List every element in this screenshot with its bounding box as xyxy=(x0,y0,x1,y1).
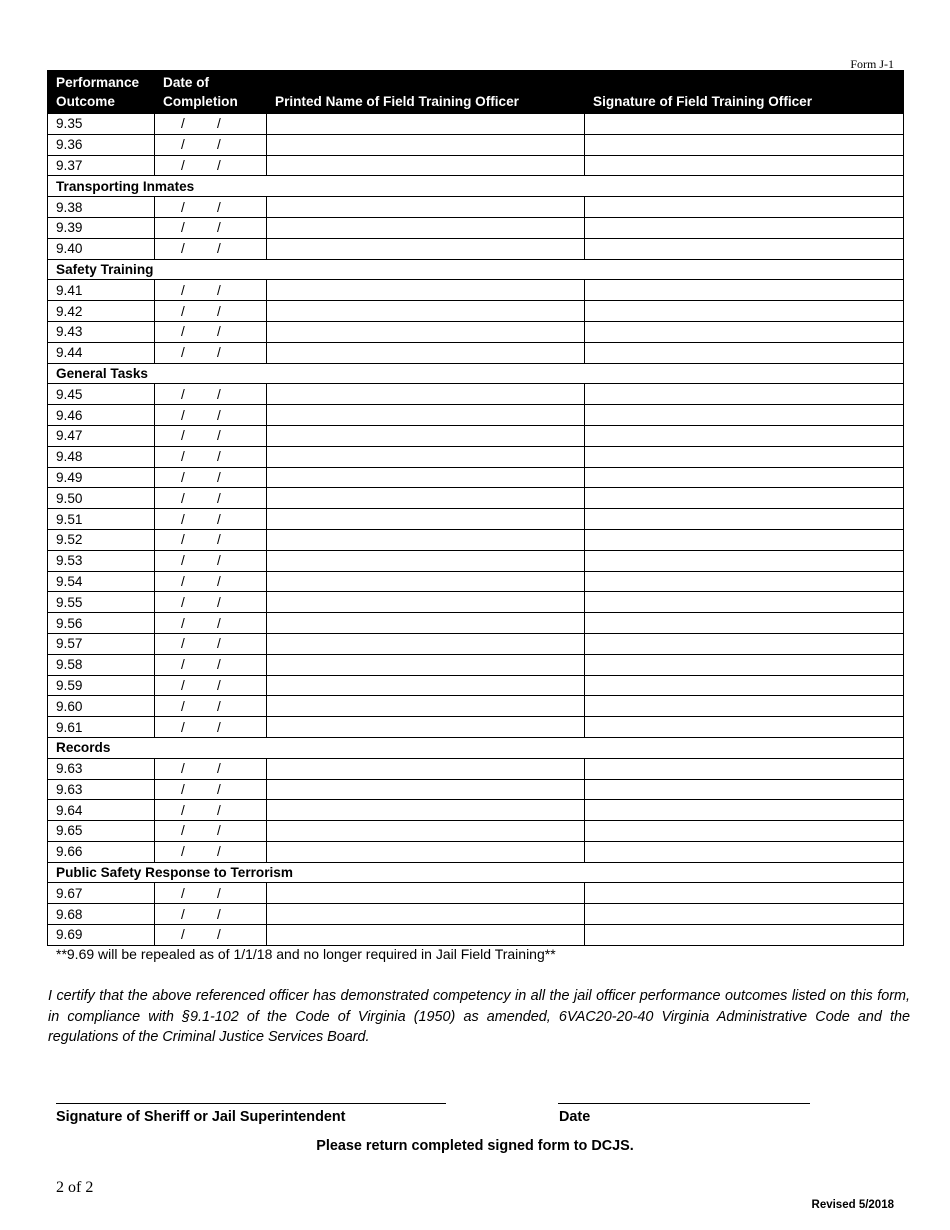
signature-field[interactable] xyxy=(585,717,904,738)
return-instructions: Please return completed signed form to DCJS. xyxy=(316,1138,634,1154)
signature-field[interactable] xyxy=(585,821,904,842)
section-title: General Tasks xyxy=(48,363,904,384)
outcome-number: 9.41 xyxy=(48,280,155,301)
printed-name-field[interactable] xyxy=(267,779,585,800)
outcome-row xyxy=(48,779,904,800)
printed-name-field[interactable] xyxy=(267,592,585,613)
signature-field[interactable] xyxy=(585,925,904,946)
date-slash: / xyxy=(181,386,185,402)
printed-name-field[interactable] xyxy=(267,800,585,821)
outcome-number: 9.63 xyxy=(48,779,155,800)
date-slash: / xyxy=(217,345,221,361)
date-slash: / xyxy=(181,469,185,485)
page-number: 2 of 2 xyxy=(56,1179,94,1196)
outcome-row xyxy=(48,633,904,654)
date-slash: / xyxy=(181,303,185,319)
signature-field[interactable] xyxy=(585,883,904,904)
outcome-number: 9.67 xyxy=(48,883,155,904)
date-slash: / xyxy=(181,885,185,901)
printed-name-field[interactable] xyxy=(267,342,585,363)
outcome-row xyxy=(48,425,904,446)
section-header-row xyxy=(48,737,904,758)
signature-field[interactable] xyxy=(585,405,904,426)
completion-date-field[interactable] xyxy=(155,717,267,738)
signature-field[interactable] xyxy=(585,217,904,238)
signature-field[interactable] xyxy=(585,592,904,613)
printed-name-field[interactable] xyxy=(267,821,585,842)
signature-field[interactable] xyxy=(585,301,904,322)
printed-name-field[interactable] xyxy=(267,384,585,405)
date-slash: / xyxy=(181,199,185,215)
completion-date-field[interactable] xyxy=(155,779,267,800)
outcome-row xyxy=(48,529,904,550)
outcome-row xyxy=(48,571,904,592)
printed-name-field[interactable] xyxy=(267,633,585,654)
date-slash: / xyxy=(217,407,221,423)
completion-date-field[interactable] xyxy=(155,217,267,238)
signature-field[interactable] xyxy=(585,904,904,925)
completion-date-field[interactable] xyxy=(155,925,267,946)
section-header-row xyxy=(48,862,904,883)
outcome-number: 9.57 xyxy=(48,633,155,654)
outcome-row xyxy=(48,238,904,259)
outcome-number: 9.59 xyxy=(48,675,155,696)
footnote: **9.69 will be repealed as of 1/1/18 and no longer required in Jail Field Training** xyxy=(56,946,556,962)
signature-field[interactable] xyxy=(585,696,904,717)
outcome-number: 9.43 xyxy=(48,321,155,342)
outcome-row xyxy=(48,654,904,675)
date-slash: / xyxy=(217,386,221,402)
outcome-number: 9.52 xyxy=(48,529,155,550)
date-slash: / xyxy=(181,157,185,173)
completion-date-field[interactable] xyxy=(155,800,267,821)
outcome-number: 9.39 xyxy=(48,217,155,238)
printed-name-field[interactable] xyxy=(267,925,585,946)
outcome-number: 9.53 xyxy=(48,550,155,571)
table-header xyxy=(48,71,904,114)
printed-name-field[interactable] xyxy=(267,550,585,571)
signature-field[interactable] xyxy=(585,446,904,467)
outcome-row xyxy=(48,384,904,405)
printed-name-field[interactable] xyxy=(267,217,585,238)
completion-date-field[interactable] xyxy=(155,821,267,842)
completion-date-field[interactable] xyxy=(155,384,267,405)
outcome-row xyxy=(48,114,904,135)
completion-date-field[interactable] xyxy=(155,280,267,301)
signature-field[interactable] xyxy=(585,779,904,800)
date-slash: / xyxy=(217,469,221,485)
completion-date-field[interactable] xyxy=(155,509,267,530)
outcome-row xyxy=(48,675,904,696)
completion-date-field[interactable] xyxy=(155,529,267,550)
printed-name-field[interactable] xyxy=(267,696,585,717)
completion-date-field[interactable] xyxy=(155,696,267,717)
date-slash: / xyxy=(181,407,185,423)
outcome-row xyxy=(48,155,904,176)
date-slash: / xyxy=(217,594,221,610)
completion-date-field[interactable] xyxy=(155,197,267,218)
signature-line[interactable] xyxy=(56,1103,446,1104)
outcome-row xyxy=(48,467,904,488)
signature-field[interactable] xyxy=(585,321,904,342)
printed-name-field[interactable] xyxy=(267,717,585,738)
outcome-row xyxy=(48,841,904,862)
date-slash: / xyxy=(217,282,221,298)
date-slash: / xyxy=(217,490,221,506)
signature-field[interactable] xyxy=(585,654,904,675)
date-slash: / xyxy=(217,657,221,673)
form-id: Form J-1 xyxy=(850,57,894,71)
signature-field[interactable] xyxy=(585,425,904,446)
printed-name-field[interactable] xyxy=(267,883,585,904)
outcome-number: 9.50 xyxy=(48,488,155,509)
date-slash: / xyxy=(217,802,221,818)
outcome-number: 9.49 xyxy=(48,467,155,488)
date-column-header: Date of Completion xyxy=(155,71,267,114)
printed-name-field[interactable] xyxy=(267,654,585,675)
date-slash: / xyxy=(181,719,185,735)
signature-field[interactable] xyxy=(585,758,904,779)
section-header-row xyxy=(48,259,904,280)
printed-name-field[interactable] xyxy=(267,758,585,779)
printed-name-field[interactable] xyxy=(267,529,585,550)
outcome-row xyxy=(48,446,904,467)
date-slash: / xyxy=(181,594,185,610)
date-slash: / xyxy=(217,927,221,943)
printed-name-column-header: Printed Name of Field Training Officer xyxy=(267,71,585,114)
date-slash: / xyxy=(217,303,221,319)
date-slash: / xyxy=(181,553,185,569)
completion-date-field[interactable] xyxy=(155,467,267,488)
signature-field[interactable] xyxy=(585,342,904,363)
outcome-number: 9.63 xyxy=(48,758,155,779)
date-slash: / xyxy=(217,449,221,465)
outcome-row xyxy=(48,550,904,571)
signature-label: Signature of Sheriff or Jail Superintendent xyxy=(56,1109,346,1125)
printed-name-field[interactable] xyxy=(267,446,585,467)
signature-field[interactable] xyxy=(585,155,904,176)
outcome-row xyxy=(48,758,904,779)
date-slash: / xyxy=(217,636,221,652)
date-slash: / xyxy=(217,241,221,257)
outcome-number: 9.35 xyxy=(48,114,155,135)
outcome-number: 9.54 xyxy=(48,571,155,592)
outcome-row xyxy=(48,904,904,925)
completion-date-field[interactable] xyxy=(155,841,267,862)
completion-date-field[interactable] xyxy=(155,550,267,571)
outcome-number: 9.58 xyxy=(48,654,155,675)
printed-name-field[interactable] xyxy=(267,405,585,426)
signature-field[interactable] xyxy=(585,613,904,634)
printed-name-field[interactable] xyxy=(267,238,585,259)
date-slash: / xyxy=(217,885,221,901)
signature-field[interactable] xyxy=(585,841,904,862)
outcome-number: 9.38 xyxy=(48,197,155,218)
date-slash: / xyxy=(217,116,221,132)
outcome-number: 9.42 xyxy=(48,301,155,322)
outcome-number: 9.68 xyxy=(48,904,155,925)
signature-field[interactable] xyxy=(585,509,904,530)
printed-name-field[interactable] xyxy=(267,509,585,530)
outcome-number: 9.55 xyxy=(48,592,155,613)
completion-date-field[interactable] xyxy=(155,134,267,155)
printed-name-field[interactable] xyxy=(267,114,585,135)
date-slash: / xyxy=(181,511,185,527)
completion-date-field[interactable] xyxy=(155,675,267,696)
section-header-row xyxy=(48,176,904,197)
outcome-number: 9.69 xyxy=(48,925,155,946)
signature-field[interactable] xyxy=(585,280,904,301)
completion-date-field[interactable] xyxy=(155,155,267,176)
date-slash: / xyxy=(217,573,221,589)
printed-name-field[interactable] xyxy=(267,155,585,176)
table-body xyxy=(48,114,904,946)
completion-date-field[interactable] xyxy=(155,405,267,426)
outcome-number: 9.37 xyxy=(48,155,155,176)
signature-field[interactable] xyxy=(585,633,904,654)
signature-field[interactable] xyxy=(585,114,904,135)
outcome-number: 9.65 xyxy=(48,821,155,842)
section-header-row xyxy=(48,363,904,384)
outcome-number: 9.36 xyxy=(48,134,155,155)
printed-name-field[interactable] xyxy=(267,571,585,592)
date-slash: / xyxy=(181,324,185,340)
date-slash: / xyxy=(217,781,221,797)
completion-date-field[interactable] xyxy=(155,425,267,446)
outcome-row xyxy=(48,321,904,342)
outcome-number: 9.61 xyxy=(48,717,155,738)
date-slash: / xyxy=(181,761,185,777)
section-title: Records xyxy=(48,737,904,758)
outcome-row xyxy=(48,800,904,821)
printed-name-field[interactable] xyxy=(267,467,585,488)
printed-name-field[interactable] xyxy=(267,197,585,218)
signature-field[interactable] xyxy=(585,134,904,155)
printed-name-field[interactable] xyxy=(267,280,585,301)
date-slash: / xyxy=(181,823,185,839)
date-slash: / xyxy=(217,761,221,777)
completion-date-field[interactable] xyxy=(155,321,267,342)
outcome-number: 9.44 xyxy=(48,342,155,363)
date-slash: / xyxy=(217,615,221,631)
printed-name-field[interactable] xyxy=(267,425,585,446)
signature-column-header: Signature of Field Training Officer xyxy=(585,71,904,114)
date-slash: / xyxy=(181,241,185,257)
date-slash: / xyxy=(217,532,221,548)
outcome-number: 9.64 xyxy=(48,800,155,821)
date-slash: / xyxy=(217,906,221,922)
date-slash: / xyxy=(217,511,221,527)
printed-name-field[interactable] xyxy=(267,841,585,862)
outcome-number: 9.56 xyxy=(48,613,155,634)
outcome-row xyxy=(48,925,904,946)
completion-date-field[interactable] xyxy=(155,633,267,654)
signature-field[interactable] xyxy=(585,529,904,550)
date-slash: / xyxy=(181,449,185,465)
outcome-number: 9.48 xyxy=(48,446,155,467)
outcome-row xyxy=(48,592,904,613)
completion-date-field[interactable] xyxy=(155,883,267,904)
outcome-number: 9.66 xyxy=(48,841,155,862)
printed-name-field[interactable] xyxy=(267,613,585,634)
date-slash: / xyxy=(217,137,221,153)
printed-name-field[interactable] xyxy=(267,488,585,509)
signature-field[interactable] xyxy=(585,571,904,592)
completion-date-field[interactable] xyxy=(155,301,267,322)
date-slash: / xyxy=(181,220,185,236)
outcome-row xyxy=(48,301,904,322)
section-title: Safety Training xyxy=(48,259,904,280)
section-title: Public Safety Response to Terrorism xyxy=(48,862,904,883)
date-slash: / xyxy=(181,677,185,693)
printed-name-field[interactable] xyxy=(267,675,585,696)
signature-field[interactable] xyxy=(585,800,904,821)
completion-date-field[interactable] xyxy=(155,613,267,634)
outcome-number: 9.46 xyxy=(48,405,155,426)
completion-date-field[interactable] xyxy=(155,571,267,592)
date-slash: / xyxy=(181,636,185,652)
outcome-row xyxy=(48,197,904,218)
outcome-row xyxy=(48,883,904,904)
completion-date-field[interactable] xyxy=(155,446,267,467)
training-table xyxy=(47,70,904,946)
date-slash: / xyxy=(181,781,185,797)
outcome-row xyxy=(48,717,904,738)
outcome-row xyxy=(48,821,904,842)
date-slash: / xyxy=(181,698,185,714)
completion-date-field[interactable] xyxy=(155,488,267,509)
completion-date-field[interactable] xyxy=(155,342,267,363)
printed-name-field[interactable] xyxy=(267,134,585,155)
signature-field[interactable] xyxy=(585,384,904,405)
outcome-number: 9.51 xyxy=(48,509,155,530)
date-slash: / xyxy=(217,428,221,444)
date-slash: / xyxy=(217,220,221,236)
section-title: Transporting Inmates xyxy=(48,176,904,197)
date-slash: / xyxy=(181,927,185,943)
date-line[interactable] xyxy=(558,1103,810,1104)
completion-date-field[interactable] xyxy=(155,114,267,135)
date-slash: / xyxy=(181,844,185,860)
date-slash: / xyxy=(217,698,221,714)
date-slash: / xyxy=(217,823,221,839)
signature-field[interactable] xyxy=(585,675,904,696)
signature-field[interactable] xyxy=(585,550,904,571)
completion-date-field[interactable] xyxy=(155,904,267,925)
outcome-column-header: Performance Outcome xyxy=(48,71,155,114)
date-slash: / xyxy=(181,116,185,132)
date-slash: / xyxy=(217,324,221,340)
outcome-row xyxy=(48,509,904,530)
signature-field[interactable] xyxy=(585,467,904,488)
date-slash: / xyxy=(217,719,221,735)
outcome-row xyxy=(48,280,904,301)
signature-field[interactable] xyxy=(585,197,904,218)
date-slash: / xyxy=(181,657,185,673)
printed-name-field[interactable] xyxy=(267,321,585,342)
printed-name-field[interactable] xyxy=(267,904,585,925)
outcome-number: 9.47 xyxy=(48,425,155,446)
completion-date-field[interactable] xyxy=(155,758,267,779)
date-slash: / xyxy=(217,553,221,569)
outcome-number: 9.45 xyxy=(48,384,155,405)
signature-field[interactable] xyxy=(585,238,904,259)
date-slash: / xyxy=(217,157,221,173)
completion-date-field[interactable] xyxy=(155,654,267,675)
date-slash: / xyxy=(181,428,185,444)
date-slash: / xyxy=(181,345,185,361)
outcome-row xyxy=(48,405,904,426)
date-slash: / xyxy=(181,282,185,298)
completion-date-field[interactable] xyxy=(155,592,267,613)
date-slash: / xyxy=(181,490,185,506)
outcome-row xyxy=(48,696,904,717)
date-slash: / xyxy=(217,677,221,693)
date-slash: / xyxy=(181,615,185,631)
outcome-row xyxy=(48,217,904,238)
date-slash: / xyxy=(181,802,185,818)
date-slash: / xyxy=(181,137,185,153)
outcome-number: 9.60 xyxy=(48,696,155,717)
signature-field[interactable] xyxy=(585,488,904,509)
date-slash: / xyxy=(181,532,185,548)
outcome-row xyxy=(48,488,904,509)
outcome-number: 9.40 xyxy=(48,238,155,259)
date-slash: / xyxy=(181,573,185,589)
outcome-row xyxy=(48,342,904,363)
date-slash: / xyxy=(217,844,221,860)
outcome-row xyxy=(48,613,904,634)
certification-statement: I certify that the above referenced officer has demonstrated competency in all the jail officer performance outcomes listed on this form, in compliance with §9.1-102 of the Code of Virginia (1950) as amended, 6VAC20-20-40 Virginia Administrative Code and the regulations of the Criminal Justice Services Board. xyxy=(48,988,910,1045)
revision-date: Revised 5/2018 xyxy=(811,1199,894,1211)
date-slash: / xyxy=(217,199,221,215)
date-label: Date xyxy=(559,1109,591,1125)
completion-date-field[interactable] xyxy=(155,238,267,259)
outcome-row xyxy=(48,134,904,155)
date-slash: / xyxy=(181,906,185,922)
printed-name-field[interactable] xyxy=(267,301,585,322)
